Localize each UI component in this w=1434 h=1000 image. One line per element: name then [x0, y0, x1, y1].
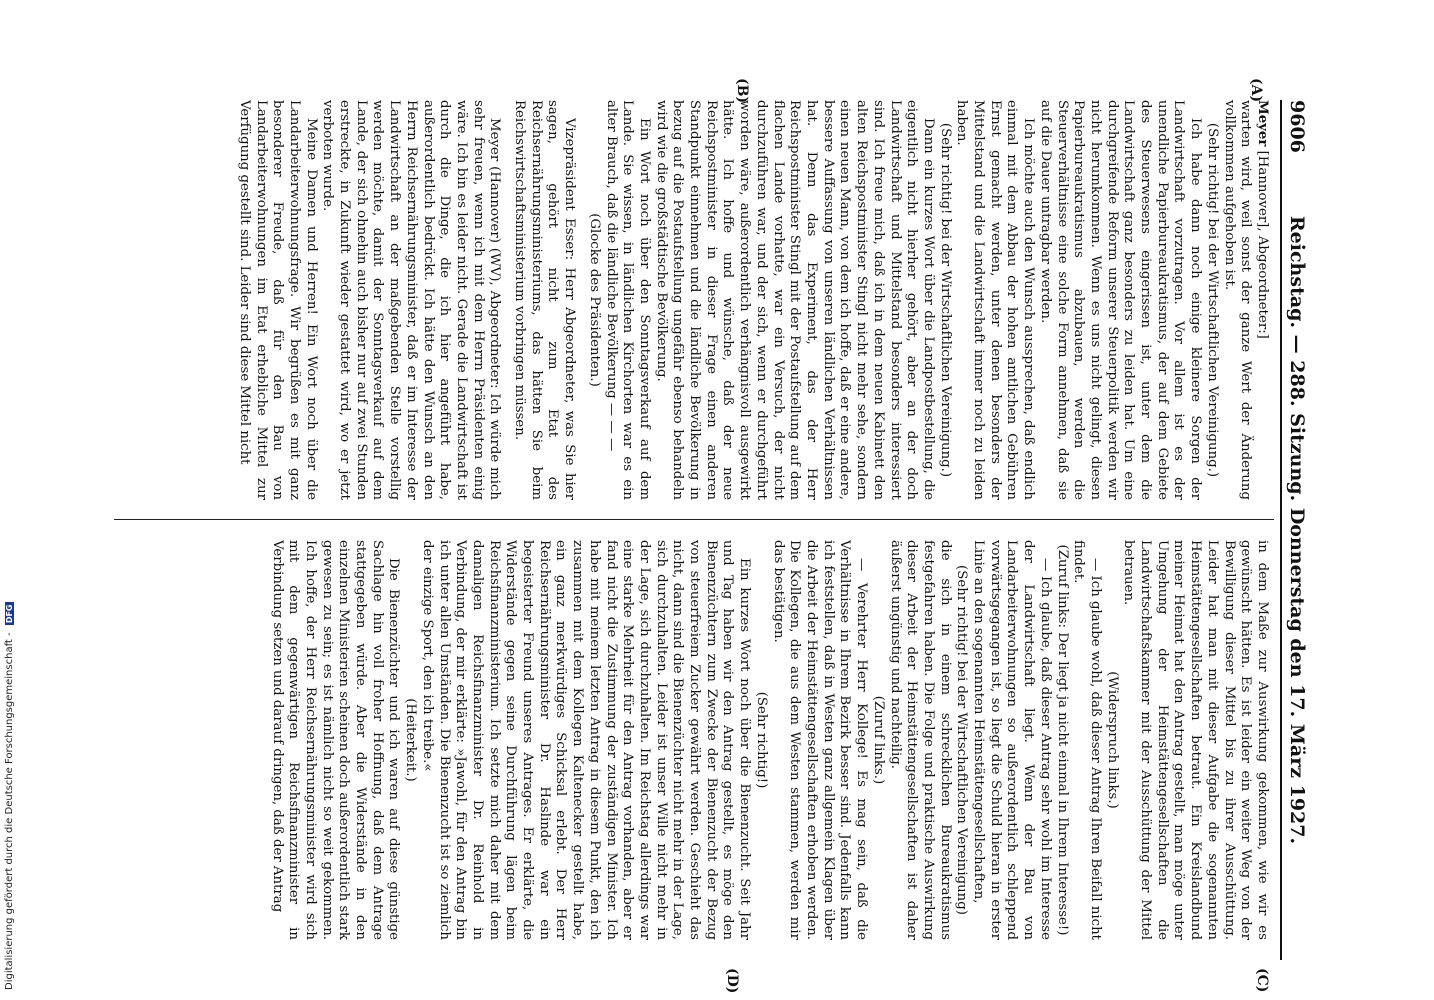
interjection: (Zuruf links.)	[870, 695, 886, 785]
interjection: (Glocke des Präsidenten.)	[586, 213, 602, 387]
interjection: (Sehr richtig! bei der Wirtschaftlichen Vereinigung.)	[937, 122, 953, 478]
paragraph	[1253, 100, 1270, 500]
dfg-logo: DFG	[5, 604, 14, 624]
running-head	[1280, 100, 1310, 960]
paragraph: — Ich glaube wohl, daß dieser Antrag Ihren Beifall nicht findet.	[1071, 540, 1103, 940]
page-title: Reichstag. — 288. Sitzung. Donnerstag den 17. März 1927.	[1286, 215, 1308, 845]
paragraph: Die Bienenzüchter und ich waren auf diese günstige Sachlage hin voll froher Hoffnung, daß dem Antrage stattgegeben würde. Aber die Widerstände in den einzelnen Ministerien scheinen doch außerordentlich stark gewesen zu sein; es ist nämlich nicht so weit gekommen. Ich hoffe, der Herr Reichsernährungsminister wird sich mit dem gegenwärtigen Reichsfinanzminister in Verbindung setzen und darauf dringen, daß der Antrag	[269, 540, 402, 940]
left-text-column	[235, 100, 1270, 500]
interjection: (Sehr richtig!)	[753, 691, 769, 789]
margin-marker-a: (A)	[1248, 78, 1264, 103]
column-divider	[114, 519, 1274, 520]
right-text-column	[268, 540, 1270, 940]
interjection: (Widerspruch links.)	[1104, 671, 1120, 809]
paragraph: — Ich glaube, daß dieser Antrag sehr wohl im Interesse der Landwirtschaft liegt. Wenn der Bau von Landarbeiterwohnungen so außerordentlich schleppend vorwärtsgegangen ist, so liegt die Schuld hieran in erster Linie an den sogenannten Heimstättengesellschaften,	[971, 540, 1053, 940]
paragraph: Ich möchte auch den Wunsch aussprechen, daß endlich einmal mit dem Abbau der hohen amtlichen Gebühren Ernst gemacht werden, unter denen besonders der Mittelstand und die Landwirtschaft immer noch zu leiden haben.	[954, 100, 1037, 500]
credit-text: Digitalisierung gefördert durch die Deutsche Forschungsgemeinschaft -	[4, 632, 15, 990]
rotated-document-page	[110, 78, 1310, 994]
interjection: (Heiterkeit.)	[403, 698, 419, 782]
paragraph: Dann ein kurzes Wort über die Landpostbestellung, die eigentlich nicht hierher gehört, aber an der doch Landwirtschaft und Mittelstand besonders interessiert sind. Ich freue mich, daß ich in dem neuen Kabinett den alten Reichspostminister Stingl nicht mehr sehe, sondern einen neuen Mann, von dem ich hoffe, daß er eine andere, bessere Auffassung von unseren ländlichen Verhältnissen hat. Denn das Experiment, das der Herr Reichspostminister Stingl mit der Postaufstellung auf dem flachen Lande vorhatte, war ein Versuch, der nicht durchzuführen war, und der sich, wenn er durchgeführt worden wäre, außerordentlich verhängnisvoll ausgewirkt hätte. Ich hoffe und wünsche, daß der neue Reichspostminister in dieser Frage einen anderen Standpunkt einnehmen und die ländliche Bevölkerung in bezug auf die Postaufstellung ungefähr ebenso behandeln wird wie die großstädtische Bevölkerung.	[653, 100, 936, 500]
margin-marker-c: (C)	[1254, 968, 1270, 993]
interjection: (Sehr richtig! bei der Wirtschaftlichen Vereinigung)	[954, 565, 970, 915]
margin-marker-b: (B)	[734, 78, 750, 104]
paragraph: in dem Maße zur Auswirkung gekommen, wie wir es gewünscht hätten. Es ist leider ein weiter Weg von der Bewilligung dieser Mittel bis zu ihrer Ausschüttung. Leider hat man mit dieser Aufgabe die sogenannten Heimstättengesellschaften betraut. Ein Kreislandbund meiner Heimat hat den Antrag gestellt, man möge unter Umgehung der Heimstättengesellschaften die Landwirtschaftskammer mit der Ausschüttung der Mittel betrauen.	[1121, 540, 1270, 940]
paragraph: Meine Damen und Herren! Ein Wort noch über die Landarbeiterwohnungsfrage. Wir begrüßen es mit ganz besonderer Freude, daß für den Bau von Landarbeiterwohnungen im Etat erhebliche Mittel zur Verfügung gestellt sind. Leider sind diese Mittel nicht	[236, 100, 319, 500]
margin-marker-d: (D)	[724, 968, 740, 994]
speaker-name: Meyer	[1255, 100, 1270, 147]
interjection: (Zuruf links: Der liegt ja nicht einmal in Ihrem Interesse!)	[1054, 544, 1070, 936]
paragraph: Ein Wort noch über den Sonntagsverkauf auf dem Lande. Sie wissen, in ländlichen Kirchorten war es ein alter Brauch, daß die ländliche Bevölkerung — — —	[603, 100, 652, 500]
paragraph: Ein kurzes Wort noch über die Bienenzucht. Seit Jahr und Tag haben wir den Antrag gestellt, es möge den Bienenzüchtern zum Zwecke der Bienenzucht der Bezug von steuerfreiem Zucker gewährt werden. Geschieht das nicht, dann sind die Bienenzüchter nicht mehr in der Lage, sich durchzuhalten. Leider ist unser Wille nicht mehr in der Lage, sich durchzuhalten. Im Reichstag allerdings war eine starke Mehrheit für den Antrag vorhanden, aber er fand nicht die Zustimmung der zuständigen Minister. Ich habe mit meinem letzten Antrag in diesem Punkt, den ich zusammen mit dem Kollegen Kaltenecker gestellt habe, ein ganz merkwürdiges Schicksal erlebt. Der Herr Reichsernährungsminister Dr. Haslinde war ein begeisterter Freund unseres Antrages. Er erklärte, die Widerstände gegen seine Durchführung lägen beim Reichsfinanzministerium. Ich setzte mich daher mit dem damaligen Reichsfinanzminister Dr. Reinhold in Verbindung, der mir erklärte: »Jawohl, für den Antrag bin ich unter allen Umständen. Die Bienenzucht ist so ziemlich der einzige Sport, den ich treibe.«	[419, 540, 753, 940]
interjection: (Sehr richtig! bei der Wirtschaftlichen Vereinigung.)	[1204, 122, 1220, 478]
paragraph: Meyer (Hannover) (WV), Abgeordneter: Ich würde mich sehr freuen, wenn ich mit dem Herrn Präsidenten einig wäre. Ich bin es leider nicht. Gerade die Landwirtschaft ist durch die Dinge, die ich hier angeführt habe, außerordentlich bedrückt. Ich hätte den Wunsch an den Herrn Reichsernährungsminister, daß er im Interesse der Landwirtschaft an der maßgebenden Stelle vorstellig werden möchte, damit der Sonntagsverkauf auf dem Lande, der sich ohnehin auch bisher nur auf zwei Stunden erstreckte, in Zukunft wieder gestattet wird, wo er jetzt verboten wurde.	[320, 100, 503, 500]
paragraph: Ich habe dann noch einige kleinere Sorgen der Landwirtschaft vorzutragen. Vor allem ist es der unendliche Papierbureaukratismus, der auf dem Gebiete des Steuerwesens eingerissen ist, unter dem die Landwirtschaft ganz besonders zu leiden hat. Um eine durchgreifende Reform unserer Steuerpolitik werden wir nicht herumkommen. Wenn es uns nicht gelingt, diesen Papierbureaukratismus abzubauen, werden die Steuerverhältnisse eine solche Form annehmen, daß sie auf die Dauer untragbar werden.	[1037, 100, 1204, 500]
digitization-credit	[4, 600, 20, 990]
page-number: 9606	[1286, 100, 1308, 153]
paragraph: Vizepräsident Esser: Herr Abgeordneter, was Sie hier sagen, gehört nicht zum Etat des Reichsernährungsministeriums, das hätten Sie beim Reichswirtschaftsministerium vorbringen müssen.	[512, 100, 578, 500]
paragraph: — Verehrter Herr Kollege! Es mag sein, daß die Verhältnisse in Ihrem Bezirk besser sind. Jedenfalls kann ich feststellen, daß in Westen ganz allgemein Klagen über die Arbeit der Heimstättengesellschaften erhoben werden. Die Kollegen, die aus dem Westen stammen, werden mir das bestätigen.	[770, 540, 870, 940]
paragraph: die sich in einem schrecklichen Bureaukratismus festgefahren haben. Die Folge und praktische Auswirkung dieser Arbeit der Heimstättengesellschaften ist daher äußerst ungünstig und nachteilig.	[887, 540, 953, 940]
paragraph: warten wird, weil sonst der ganze Wert der Änderung vollkommen aufgehoben ist.	[1221, 100, 1254, 500]
speaker-suffix: [Hannover], Abgeordneter:]	[1255, 146, 1270, 339]
